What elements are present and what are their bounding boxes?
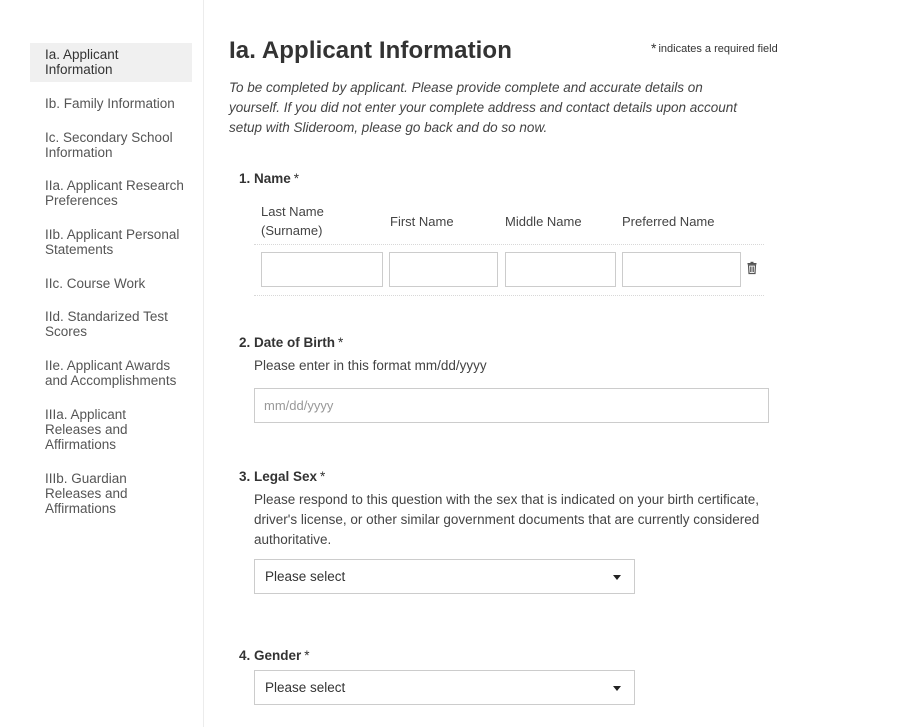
name-row-divider [254,295,764,296]
last-name-header: Last Name (Surname) [261,204,324,238]
gender-label-text: 4. Gender [239,648,302,663]
first-name-input[interactable] [389,252,498,287]
middle-name-input[interactable] [505,252,616,287]
trash-icon[interactable] [745,261,759,275]
preferred-name-input[interactable] [622,252,741,287]
sidebar-item-applicant-information[interactable]: Ia. Applicant Information [30,43,192,82]
name-question-label [239,171,299,186]
sidebar-item-guardian-releases[interactable]: IIIb. Guardian Releases and Affirmations [45,471,128,516]
gender-selected-value: Please select [265,680,346,695]
preferred-name-header: Preferred Name [622,214,715,229]
sidebar-item-applicant-releases[interactable]: IIIa. Applicant Releases and Affirmations [45,407,128,452]
gender-question-label [239,648,310,663]
sidebar-item-applicant-awards[interactable]: IIe. Applicant Awards and Accomplishments [45,358,177,388]
sidebar-item-applicant-personal-statements[interactable]: IIb. Applicant Personal Statements [45,227,180,257]
middle-name-header: Middle Name [505,214,582,229]
section-nav [30,43,192,520]
required-star: * [338,335,344,350]
required-star: * [651,40,657,56]
intro-text: To be completed by applicant. Please provide complete and accurate details on yourself. If you did not enter your complete address and contact details upon account setup with Slideroom, please go back and do so now. [229,80,738,135]
dob-label-text: 2. Date of Birth [239,335,336,350]
legal-sex-question-label [239,469,325,484]
sidebar-item-standardized-test-scores[interactable]: IId. Standarized Test Scores [45,309,168,339]
required-field-note [651,40,778,56]
sidebar-item-secondary-school-information[interactable]: Ic. Secondary School Information [45,130,173,160]
dob-question-label [239,335,343,350]
legal-sex-select[interactable] [254,559,635,594]
sidebar-item-course-work[interactable]: IIc. Course Work [45,276,146,291]
page-title: Ia. Applicant Information [229,37,512,64]
name-label-text: 1. Name [239,171,291,186]
gender-select[interactable] [254,670,635,705]
last-name-input[interactable] [261,252,383,287]
required-star: * [320,469,326,484]
dob-input[interactable] [254,388,769,423]
caret-down-icon [613,686,621,691]
caret-down-icon [613,575,621,580]
sidebar-item-applicant-research-preferences[interactable]: IIa. Applicant Research Preferences [45,178,184,208]
legal-sex-selected-value: Please select [265,569,346,584]
form-content [229,0,889,727]
legal-sex-label-text: 3. Legal Sex [239,469,318,484]
name-row-divider [254,244,764,245]
dob-description: Please enter in this format mm/dd/yyyy [254,358,487,373]
required-star: * [304,648,310,663]
sidebar [0,0,204,727]
legal-sex-description: Please respond to this question with the sex that is indicated on your birth certificate, driver's license, or other similar government documents that are currently considered authoritative. [254,492,760,547]
required-note-text: indicates a required field [658,43,778,55]
sidebar-item-family-information[interactable]: Ib. Family Information [45,96,175,111]
first-name-header: First Name [390,214,454,229]
required-star: * [293,171,300,186]
